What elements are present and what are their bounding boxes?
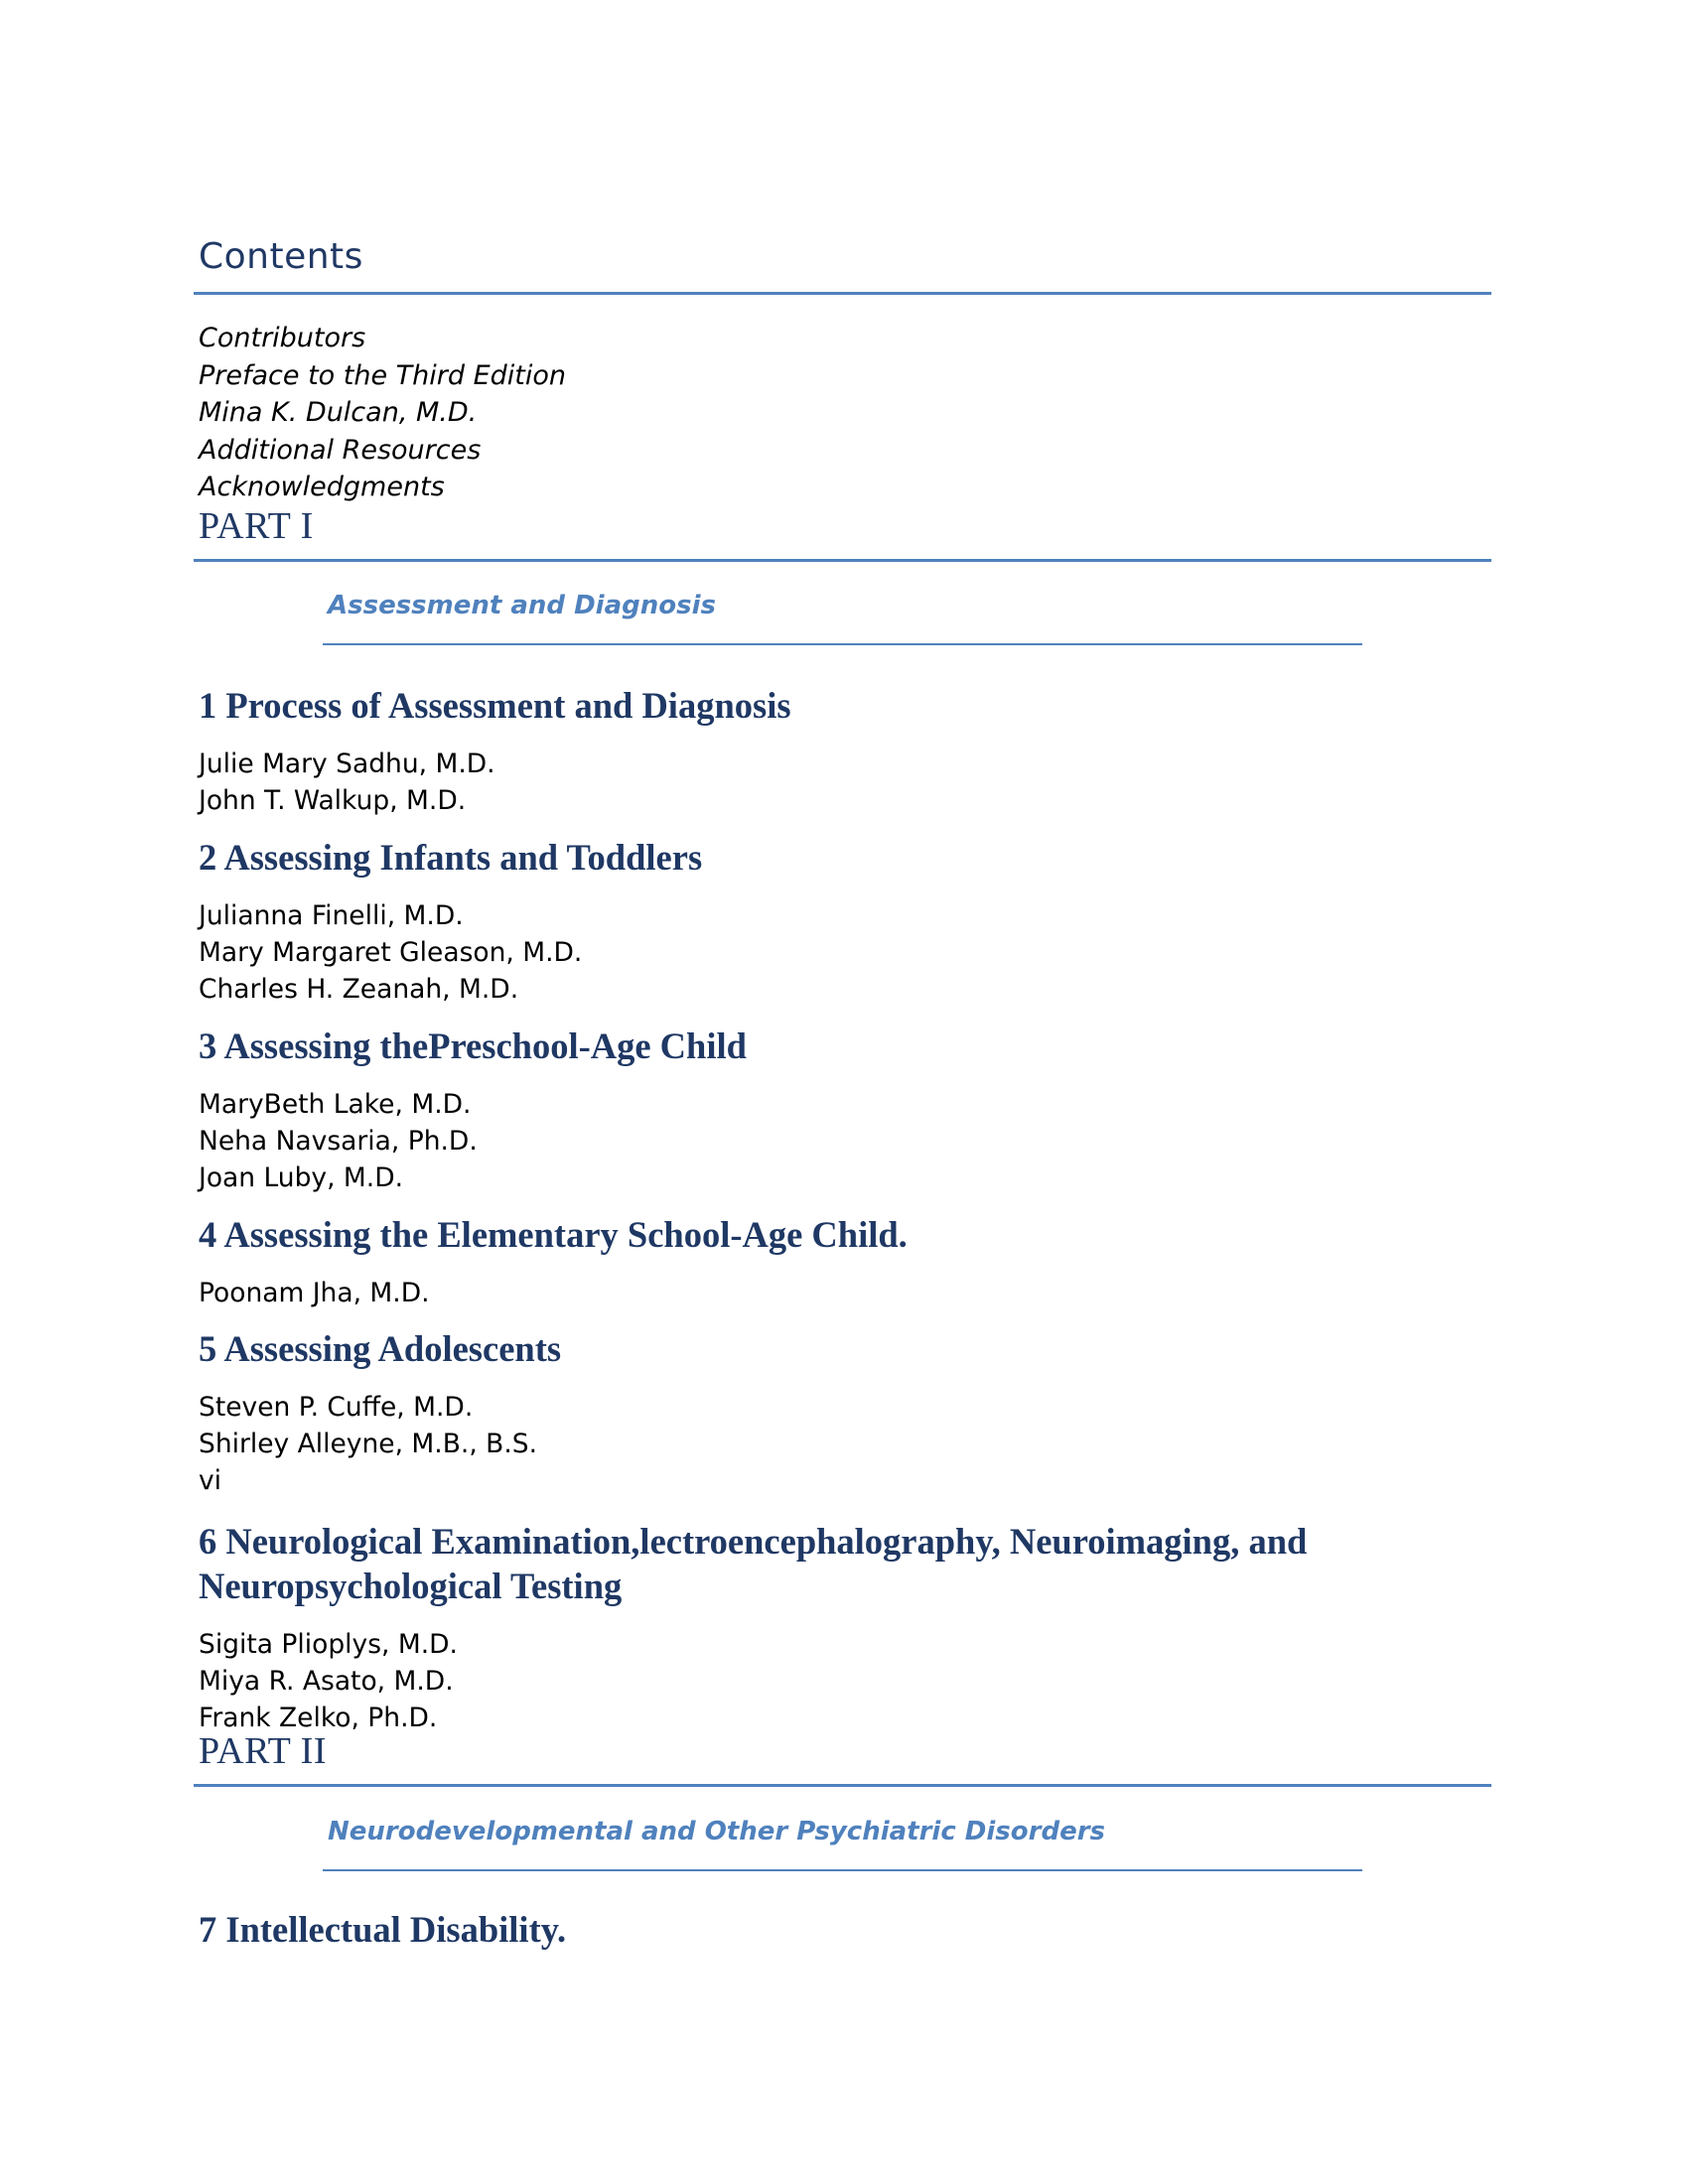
author-name: Sigita Plioplys, M.D. [199,1629,458,1660]
author-name: Julianna Finelli, M.D. [199,900,464,931]
front-matter-item[interactable]: Mina K. Dulcan, M.D. [199,397,478,428]
part-divider [194,559,1491,562]
chapter-title[interactable]: 6 Neurological Examination,lectroencephalography, Neuroimaging, and [199,1521,1308,1562]
part-subtitle-divider [323,1869,1362,1871]
chapter-title[interactable]: 5 Assessing Adolescents [199,1328,562,1369]
author-name: Charles H. Zeanah, M.D. [199,974,519,1005]
author-name: Neha Navsaria, Ph.D. [199,1126,478,1157]
part-heading: PART II [199,1730,327,1772]
page-title: Contents [199,236,363,277]
author-name: Poonam Jha, M.D. [199,1278,430,1308]
author-name: Mary Margaret Gleason, M.D. [199,937,583,968]
part-subtitle: Neurodevelopmental and Other Psychiatric Disorders [328,1817,1105,1846]
part-divider [194,1784,1491,1787]
part-subtitle: Assessment and Diagnosis [328,591,716,620]
part-subtitle-divider [323,643,1362,645]
chapter-authors [199,746,495,819]
title-divider [194,292,1491,295]
chapter-title[interactable]: 1 Process of Assessment and Diagnosis [199,685,791,726]
author-name: John T. Walkup, M.D. [199,785,467,816]
front-matter-list [199,320,566,506]
chapter-authors [199,1626,458,1736]
chapter-authors [199,1086,478,1196]
author-name: Joan Luby, M.D. [199,1162,404,1193]
author-name: Steven P. Cuffe, M.D. [199,1392,474,1423]
chapter-authors [199,1275,430,1311]
author-name: Shirley Alleyne, M.B., B.S. [199,1429,538,1459]
author-name: Miya R. Asato, M.D. [199,1666,454,1697]
author-name: MaryBeth Lake, M.D. [199,1089,472,1120]
author-name: Frank Zelko, Ph.D. [199,1703,438,1733]
front-matter-item[interactable]: Preface to the Third Edition [199,359,567,391]
chapter-authors [199,1389,537,1499]
page-number: vi [199,1465,222,1496]
chapter-title-continued[interactable]: Neuropsychological Testing [199,1566,623,1606]
front-matter-item[interactable]: Additional Resources [199,434,482,466]
chapter-title[interactable]: 3 Assessing thePreschool-Age Child [199,1025,747,1066]
chapter-title[interactable]: 7 Intellectual Disability. [199,1909,567,1950]
author-name: Julie Mary Sadhu, M.D. [199,749,495,779]
front-matter-item[interactable]: Acknowledgments [199,472,445,502]
front-matter-item[interactable]: Contributors [199,323,366,353]
chapter-authors [199,897,582,1008]
chapter-title[interactable]: 4 Assessing the Elementary School-Age Child. [199,1214,908,1255]
part-heading: PART I [199,505,314,547]
chapter-title[interactable]: 2 Assessing Infants and Toddlers [199,837,703,878]
